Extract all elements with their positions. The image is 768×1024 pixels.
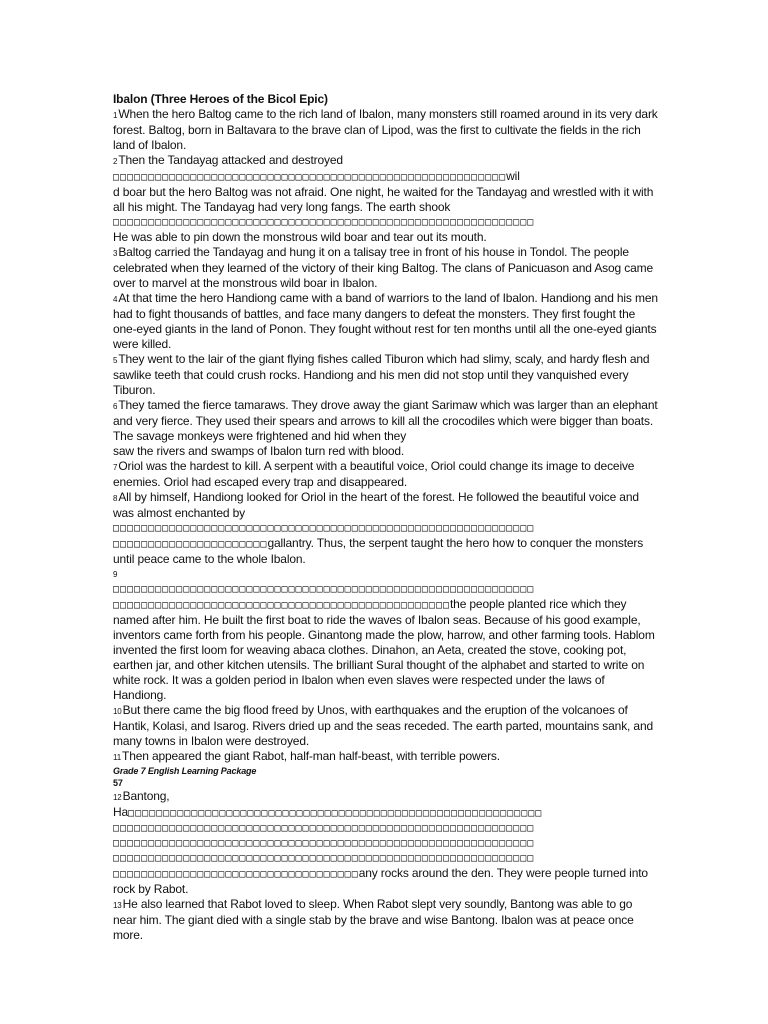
paragraph-3 <box>113 245 658 291</box>
paragraph-text: Then the Tandayag attacked and destroyed <box>118 153 343 167</box>
paragraph-number: 4 <box>113 295 118 304</box>
paragraph-text: d boar but the hero Baltog was not afraid. One night, he waited for the Tandayag and wrestled with it with all his might. The Tandayag had very long fangs. The earth shook <box>113 185 654 214</box>
document-title: Ibalon (Three Heroes of the Bicol Epic) <box>113 92 328 106</box>
paragraph-number: 1 <box>113 111 118 120</box>
paragraph-1 <box>113 107 658 153</box>
missing-glyphs: □□□□□□□□□□□□□□□□□□□□□□□□□□□□□□□□□□□□□□□□□□□□□□□□□□□□□□□□□□□□ <box>113 523 535 534</box>
paragraph-text: He also learned that Rabot loved to sleep. When Rabot slept very soundly, Bantong was able to go near him. The giant died with a single stab by the brave and wise Bantong. Ibalon was at peace once more. <box>113 897 634 942</box>
paragraph-text: the people planted rice which they named after him. He built the first boat to ride the waves of Ibalon seas. Because of his good example, inventors came forth from his people. Ginantong made the plow, harrow, and other farming tools. Hablom invented the first loom for weaving abaca clothes. Dinahon, an Aeta, created the stove, cooking pot, earthen jar, and other kitchen utensils. The brilliant Sural thought of the alphabet and started to write on white rock. It was a golden period in Ibalon when even slaves were respected under the laws of Handiong. <box>113 597 655 702</box>
paragraph-text: Ha <box>113 805 129 819</box>
paragraph-text: saw the rivers and swamps of Ibalon turn red with blood. <box>113 444 405 458</box>
paragraph-text: At that time the hero Handiong came with a band of warriors to the land of Ibalon. Handiong and his men had to fight thousands of battles, and face many dangers to defeat the monsters. They first fought the one-eyed giants in the land of Ponon. They fought without rest for ten months until all the one-eyed giants were killed. <box>113 291 658 351</box>
missing-glyphs: □□□□□□□□□□□□□□□□□□□□□□□□□□□□□□□□□□□□□□□□□□□□□□□□ <box>113 600 450 611</box>
paragraph-text: Bantong, <box>122 789 170 803</box>
missing-glyphs: □□□□□□□□□□□□□□□□□□□□□□□□□□□□□□□□□□□□□□□□□□□□□□□□□□□□□□□□□□□□ <box>113 838 535 849</box>
missing-glyphs: □□□□□□□□□□□□□□□□□□□□□□□□□□□□□□□□□□□□□□□□□□□□□□□□□□□□□□□□□□□□ <box>113 823 535 834</box>
paragraph-4 <box>113 291 658 352</box>
paragraph-text: gallantry. Thus, the serpent taught the hero how to conquer the monsters until peace came to the whole Ibalon. <box>113 536 644 566</box>
paragraph-11 <box>113 749 658 765</box>
paragraph-6 <box>113 398 658 459</box>
paragraph-text: any rocks around the den. They were people turned into rock by Rabot. <box>113 866 648 896</box>
paragraph-number: 11 <box>113 753 122 762</box>
page-footer: Grade 7 English Learning Package <box>113 766 257 776</box>
paragraph-number: 8 <box>113 494 118 503</box>
paragraph-number: 13 <box>113 901 122 910</box>
paragraph-8 <box>113 490 658 567</box>
paragraph-text: But there came the big flood freed by Unos, with earthquakes and the eruption of the volcanoes of Hantik, Kolasi, and Isarog. Rivers dried up and the seas receded. The earth parted, mountains sank, and many towns in Ibalon were destroyed. <box>113 703 653 748</box>
paragraph-text: Then appeared the giant Rabot, half-man half-beast, with terrible powers. <box>122 749 500 763</box>
missing-glyphs: □□□□□□□□□□□□□□□□□□□□□□□□□□□□□□□□□□□ <box>113 869 359 880</box>
paragraph-text: They tamed the fierce tamaraws. They drove away the giant Sarimaw which was larger than an elephant and very fierce. They used their spears and arrows to kill all the crocodiles which were bigger than boats. The savage monkeys were frightened and hid when they <box>113 398 658 443</box>
paragraph-text: Oriol was the hardest to kill. A serpent with a beautiful voice, Oriol could change its image to deceive enemies. Oriol had escaped every trap and disappeared. <box>113 459 635 489</box>
document-body <box>113 92 658 943</box>
paragraph-text: They went to the lair of the giant flying fishes called Tiburon which had slimy, scaly, and hardy flesh and sawlike teeth that could crush rocks. Handiong and his men did not stop until they vanquished every Tiburon. <box>113 352 650 397</box>
paragraph-number: 6 <box>113 402 118 411</box>
missing-glyphs: □□□□□□□□□□□□□□□□□□□□□□□□□□□□□□□□□□□□□□□□□□□□□□□□□□□□□□□□□□□ <box>128 808 543 819</box>
paragraph-number: 7 <box>113 463 118 472</box>
paragraph-9 <box>113 567 658 703</box>
missing-glyphs: □□□□□□□□□□□□□□□□□□□□□□□□□□□□□□□□□□□□□□□□□□□□□□□□□□□□□□□□□□□□ <box>113 853 535 864</box>
paragraph-text: He was able to pin down the monstrous wild boar and tear out its mouth. <box>113 230 487 244</box>
paragraph-text: When the hero Baltog came to the rich land of Ibalon, many monsters still roamed around in its very dark forest. Baltog, born in Baltavara to the brave clan of Lipod, was the first to cultivate the fields in the rich land of Ibalon. <box>113 107 658 152</box>
missing-glyphs: □□□□□□□□□□□□□□□□□□□□□□ <box>113 539 268 550</box>
paragraph-12 <box>113 789 658 897</box>
missing-glyphs: □□□□□□□□□□□□□□□□□□□□□□□□□□□□□□□□□□□□□□□□□□□□□□□□□□□□□□□□□□□□ <box>113 584 535 595</box>
garbled-line <box>113 169 658 185</box>
paragraph-13 <box>113 897 658 943</box>
paragraph-number: 10 <box>113 707 122 716</box>
paragraph-number: 9 <box>113 570 118 579</box>
paragraph-10 <box>113 703 658 749</box>
paragraph-2 <box>113 153 658 245</box>
page-number: 57 <box>113 778 123 788</box>
missing-glyphs: □□□□□□□□□□□□□□□□□□□□□□□□□□□□□□□□□□□□□□□□□□□□□□□□□□□□□□□□□□□□ <box>113 217 535 228</box>
paragraph-number: 12 <box>113 793 122 802</box>
paragraph-text: Baltog carried the Tandayag and hung it on a talisay tree in front of his house in Tondol. The people celebrated when they learned of the victory of their king Baltog. The clans of Panicuason and Asog came over to marvel at the monstrous wild boar in Ibalon. <box>113 245 654 290</box>
paragraph-text: wil <box>506 169 520 183</box>
paragraph-number: 2 <box>113 157 118 166</box>
missing-glyphs: □□□□□□□□□□□□□□□□□□□□□□□□□□□□□□□□□□□□□□□□□□□□□□□□□□□□□□□□ <box>113 172 507 183</box>
paragraph-number: 3 <box>113 249 118 258</box>
paragraph-5 <box>113 352 658 398</box>
garbled-line <box>113 805 658 821</box>
paragraph-number: 5 <box>113 356 118 365</box>
paragraph-7 <box>113 459 658 490</box>
paragraph-text: All by himself, Handiong looked for Oriol in the heart of the forest. He followed the beautiful voice and was almost enchanted by <box>113 490 639 520</box>
